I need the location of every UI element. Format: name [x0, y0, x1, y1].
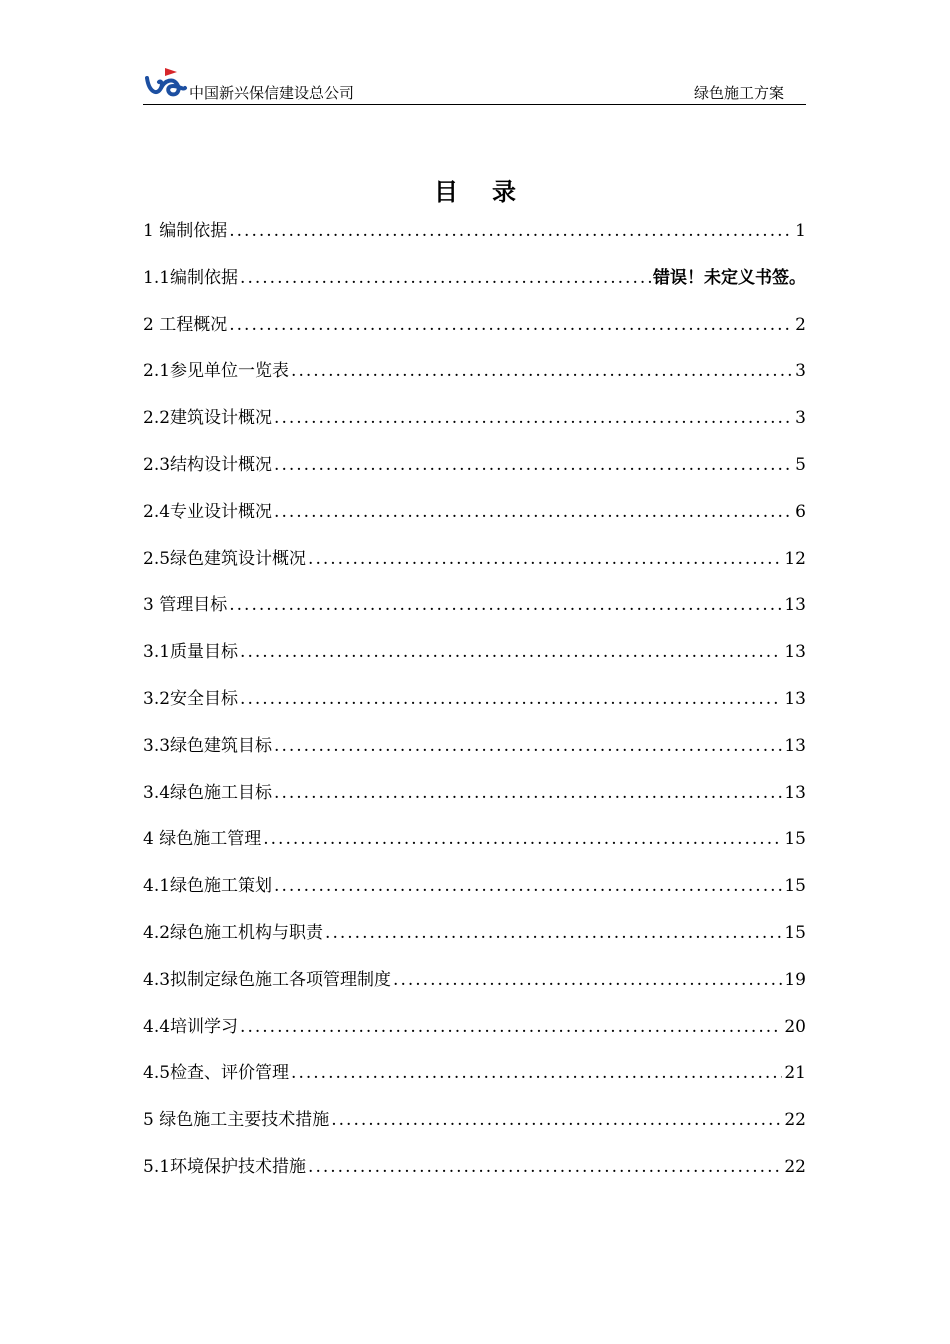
toc-entry-label: 4.4培训学习	[143, 1016, 239, 1037]
toc-entry[interactable]	[143, 1105, 806, 1152]
toc-entry-page: 13	[784, 688, 806, 709]
toc-entry-label: 3.2安全目标	[143, 688, 239, 709]
toc-leader-dots	[274, 408, 793, 428]
toc-entry[interactable]	[143, 731, 806, 778]
toc-entry-label: 5 绿色施工主要技术措施	[143, 1110, 330, 1131]
toc-entry[interactable]	[143, 497, 806, 544]
toc-entry-page: 13	[784, 595, 806, 616]
toc-entry-label: 4.3拟制定绿色施工各项管理制度	[143, 969, 392, 990]
toc-entry-page: 13	[784, 782, 806, 803]
toc-entry-page: 6	[795, 501, 806, 522]
toc-entry-label: 2.1参见单位一览表	[143, 361, 290, 382]
toc-leader-dots	[240, 1017, 782, 1037]
toc-entry-label: 2.5绿色建筑设计概况	[143, 548, 307, 569]
toc-entry[interactable]	[143, 356, 806, 403]
toc-entry[interactable]	[143, 1012, 806, 1059]
toc-entry-label: 4.2绿色施工机构与职责	[143, 922, 324, 943]
toc-entry-label: 3.4绿色施工目标	[143, 782, 273, 803]
toc-entry-label: 2 工程概况	[143, 314, 228, 335]
toc-entry-page: 15	[784, 876, 806, 897]
toc-entry-label: 2.3结构设计概况	[143, 454, 273, 475]
toc-entry-page: 12	[784, 548, 806, 569]
toc-entry[interactable]	[143, 684, 806, 731]
toc-entry[interactable]	[143, 824, 806, 871]
toc-leader-dots	[308, 549, 782, 569]
toc-entry[interactable]	[143, 965, 806, 1012]
company-logo-icon	[143, 66, 189, 100]
toc-entry-page: 13	[784, 642, 806, 663]
company-name: 中国新兴保信建设总公司	[189, 84, 355, 102]
toc-entry-page: 3	[795, 408, 806, 429]
toc-entry-page: 20	[784, 1016, 806, 1037]
toc-entry[interactable]	[143, 263, 806, 310]
toc-entry-label: 2.4专业设计概况	[143, 501, 273, 522]
toc-entry-page: 15	[784, 922, 806, 943]
toc-leader-dots	[291, 1063, 782, 1083]
toc-entry-page: 19	[784, 969, 806, 990]
toc-leader-dots	[274, 876, 782, 896]
toc-entry-label: 4.5检查、评价管理	[143, 1063, 290, 1084]
toc-entry[interactable]	[143, 871, 806, 918]
toc-entry-page: 1	[795, 221, 806, 241]
toc-leader-dots	[274, 502, 793, 522]
toc-entry[interactable]	[143, 310, 806, 357]
toc-entry-page: 15	[784, 829, 806, 850]
toc-leader-dots	[274, 455, 793, 475]
toc-entry-page: 2	[795, 314, 806, 335]
toc-entry[interactable]	[143, 1152, 806, 1199]
toc-entry-label: 1 编制依据	[143, 221, 228, 241]
document-title: 绿色施工方案	[693, 84, 784, 102]
toc-entry-label: 3 管理目标	[143, 595, 228, 616]
toc-leader-dots	[240, 642, 782, 662]
toc-leader-dots	[229, 221, 793, 241]
page-header	[143, 62, 806, 105]
toc-leader-dots	[263, 829, 782, 849]
toc-entry-page: 13	[784, 735, 806, 756]
toc-entry[interactable]	[143, 637, 806, 684]
toc-entry[interactable]	[143, 450, 806, 497]
toc-entry[interactable]	[143, 403, 806, 450]
toc-leader-dots	[308, 1157, 782, 1177]
toc-leader-dots	[240, 268, 651, 288]
toc-leader-dots	[325, 923, 782, 943]
toc-entry-label: 4 绿色施工管理	[143, 829, 262, 850]
table-of-contents	[143, 216, 806, 1199]
toc-entry[interactable]	[143, 918, 806, 965]
toc-leader-dots	[229, 595, 782, 615]
toc-entry-label: 4.1绿色施工策划	[143, 876, 273, 897]
toc-entry-page: 22	[784, 1110, 806, 1131]
toc-entry-label: 5.1环境保护技术措施	[143, 1156, 307, 1177]
toc-entry[interactable]	[143, 590, 806, 637]
toc-entry-label: 1.1编制依据	[143, 267, 239, 288]
toc-entry[interactable]	[143, 544, 806, 591]
toc-leader-dots	[229, 315, 793, 335]
toc-entry-page: 22	[784, 1156, 806, 1177]
toc-entry-label: 2.2建筑设计概况	[143, 408, 273, 429]
toc-entry-page: 21	[784, 1063, 806, 1084]
toc-leader-dots	[393, 970, 782, 990]
toc-leader-dots	[274, 736, 782, 756]
toc-entry-page: 错误！未定义书签。	[653, 267, 806, 288]
toc-leader-dots	[331, 1110, 782, 1130]
toc-leader-dots	[240, 689, 782, 709]
toc-entry-label: 3.1质量目标	[143, 642, 239, 663]
toc-leader-dots	[274, 783, 782, 803]
toc-entry[interactable]	[143, 778, 806, 825]
toc-title: 目录	[434, 177, 550, 206]
toc-leader-dots	[291, 361, 793, 381]
toc-entry[interactable]	[143, 1058, 806, 1105]
toc-entry-page: 5	[795, 454, 806, 475]
toc-entry-label: 3.3绿色建筑目标	[143, 735, 273, 756]
toc-entry-page: 3	[795, 361, 806, 382]
toc-entry[interactable]	[143, 216, 806, 263]
